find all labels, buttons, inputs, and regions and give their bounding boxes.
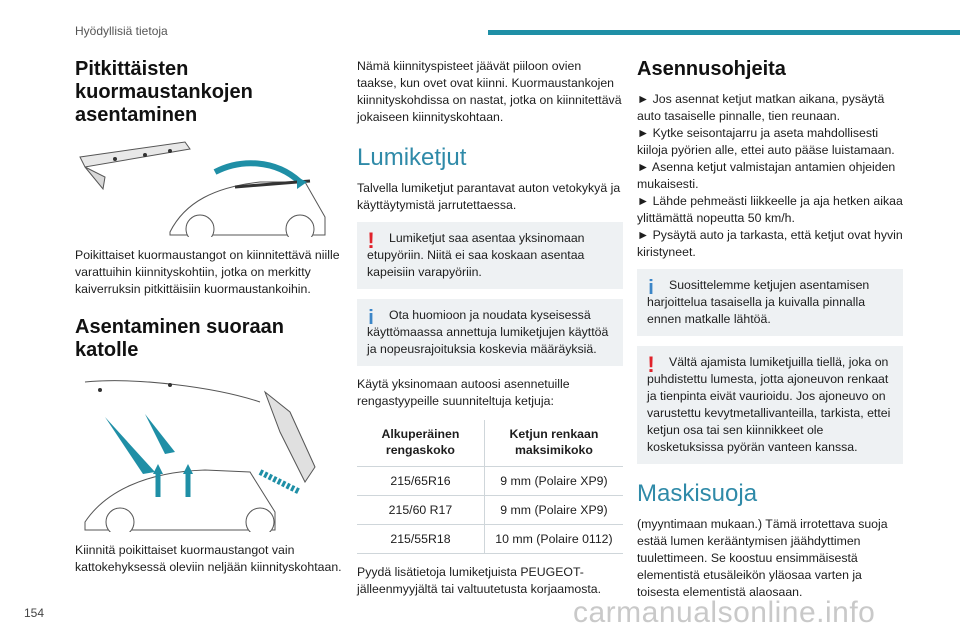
table-cell: 215/55R18 [357,525,484,554]
warning-text: Vältä ajamista lumiketjuilla tiellä, joka on puhdistettu lumesta, jotta ajoneuvon renkaat ja tienpinta eivät vaurioidu. Jos ajoneuvo on varustettu kevytmetallivanteilla, tarkista, ettei ketjun osa tai sen kiinnikkeet ole kosketuksissa pyörän vanteen kanssa. [647,355,891,454]
watermark: carmanualsonline.info [573,596,876,629]
page-number: 154 [24,606,45,620]
title-installation-tips: Asennusohjeita [637,58,786,80]
list-item: ► Lähde pehmeästi liikkeelle ja aja hetken aikaa ylittämättä nopeutta 50 km/h. [637,194,903,225]
section-header: Hyödyllisiä tietoja [75,24,168,38]
list-item: ► Asenna ketjut valmistajan antamien ohjeiden mukaisesti. [637,160,896,191]
table-cell: 9 mm (Polaire XP9) [484,467,623,496]
title-direct-roof: Asentaminen suoraan katolle [75,316,284,361]
table-cell: 215/60 R17 [357,496,484,525]
warning-front-wheels [357,222,623,289]
table-cell: 215/65R16 [357,467,484,496]
para-snow-chains-intro: Talvella lumiketjut parantavat auton vetokykyä ja käyttäytymistä jarrutettaessa. [357,181,621,212]
chain-size-table [357,420,623,554]
direct-roof-drawing [75,372,330,532]
list-item: ► Kytke seisontajarru ja aseta mahdollisesti kiiloja pyörien alle, ettei auto pääse luistamaan. [637,126,895,157]
table-row [357,467,623,496]
table-row [357,496,623,525]
warning-icon: ! [367,228,375,253]
info-practice [637,269,903,336]
list-item: ► Jos asennat ketjut matkan aikana, pysäytä auto tasaiselle pinnalle, tien reunaan. [637,92,885,123]
table-header-tyre-size: Alkuperäinen rengaskoko [357,420,484,467]
column-3 [637,58,903,601]
para-hidden-points: Nämä kiinnityspisteet jäävät piiloon ovien taakse, kun ovet ovat kiinni. Kuormaustankojen kiinnityskohdissa on nastat, jotka on kiinnitettävä jokaiseen kiinnityskohtaan. [357,59,622,124]
info-text: Suosittelemme ketjujen asentamisen harjoittelua tasaisella ja kuivalla pinnalla ennen matkalle lähtöä. [647,278,870,326]
warning-cleared-road [637,346,903,464]
info-icon: i [648,277,654,299]
info-icon: i [368,307,374,329]
para-four-points: Kiinnitä poikittaiset kuormaustangot vain kattokehyksessä oleviin neljään kiinnityskohtaan. [75,543,342,574]
para-rail-fixing: Poikittaiset kuormaustangot on kiinnitettävä niille varattuihin kiinnityskohtiin, jotka on merkitty kaiverruksin pitkittäisiin kuormaustankoihin. [75,248,340,296]
table-row [357,525,623,554]
info-text: Ota huomioon ja noudata kyseisessä käyttömaassa annettuja lumiketjujen käyttöä ja nopeusrajoituksia koskevia määräyksiä. [367,308,609,356]
info-local-regulations [357,299,623,366]
table-header-chain-size: Ketjun renkaan maksimikoko [484,420,623,467]
column-2 [357,58,623,598]
direct-roof-illustration [75,372,330,532]
list-item: ► Pysäytä auto ja tarkasta, että ketjut ovat hyvin kiristyneet. [637,228,903,259]
header-accent-bar [488,30,960,35]
title-longitudinal-bars: Pitkittäisten kuormaustankojen asentaminen [75,58,253,126]
table-cell: 9 mm (Polaire XP9) [484,496,623,525]
roof-rail-illustration [75,137,330,237]
warning-text: Lumiketjut saa asentaa yksinomaan etupyöriin. Niitä ei saa koskaan asentaa kapeisiin varapyöriin. [367,231,585,279]
installation-steps [637,91,903,261]
table-cell: 10 mm (Polaire 0112) [484,525,623,554]
title-snow-chains: Lumiketjut [357,144,467,171]
column-1 [75,58,343,576]
para-more-info: Pyydä lisätietoja lumiketjuista PEUGEOT-jälleenmyyjältä tai valtuutetusta korjaamosta. [357,565,602,596]
warning-icon: ! [647,352,655,377]
para-grille-cover: (myyntimaan mukaan.) Tämä irrotettava suoja estää lumen kerääntymisen jäähdyttimen tuulettimeen. Se koostuu ensimmäisestä elementistä etusäleikön yläosaa varten ja toisesta elementistä alaosaan. [637,517,888,599]
title-grille-cover: Maskisuoja [637,480,758,507]
para-use-chains: Käytä yksinomaan autoosi asennetuille rengastyypeille suunniteltuja ketjuja: [357,377,570,408]
roof-rail-drawing [75,137,330,237]
